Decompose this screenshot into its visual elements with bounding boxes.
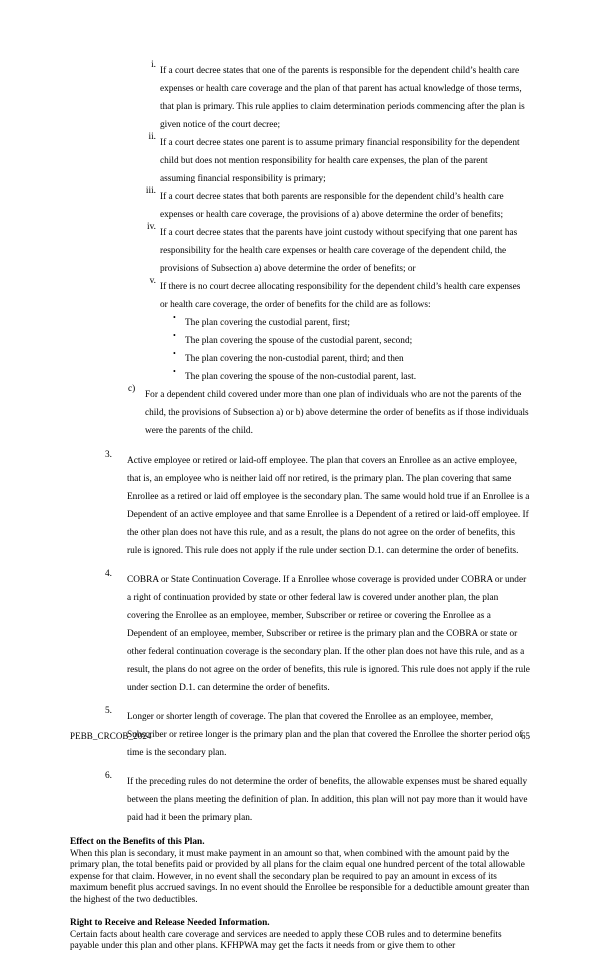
section-body: When this plan is secondary, it must make payment in an amount so that, when combined with the amount paid by the primary plan, the total benefits paid or provided by all plans for the claim equal one hundred percent of the total allowable expense for that claim. However, in no event shall the secondary plan be required to pay an amount in excess of its maximum benefit plus accrued savings. In no event should the Enrollee be responsible for a deductible amount greater than the highest of the two deductibles. [70, 848, 530, 905]
list-item [145, 186, 525, 222]
list-item [105, 771, 530, 825]
list-marker: i. [151, 60, 156, 70]
list-item [151, 60, 525, 132]
list-item [173, 312, 525, 330]
bullet-icon: • [173, 313, 176, 322]
list-item-text: COBRA or State Continuation Coverage. If a Enrollee whose coverage is provided under COBRA or under a right of continuation provided by state or other federal law is covered under another plan, the plan covering the Enrollee as an employee, member, Subscriber or retiree or covering the Enrollee as a Dependent of an employee, member, Subscriber or retiree is the primary plan and the COBRA or state or other federal continuation coverage is the secondary plan. If the other plan does not have this rule, and as a result, the plans do not agree on the order of benefits, this rule is ignored. This rule does not apply if the rule under section D.1. can determine the order of benefits. [127, 575, 530, 693]
list-item [147, 222, 525, 276]
list-item [149, 276, 525, 312]
section-effect-on-benefits [70, 837, 530, 906]
list-item-text: The plan covering the spouse of the custodial parent, second; [185, 336, 413, 346]
bullet-icon: • [173, 349, 176, 358]
list-marker: v. [149, 276, 156, 286]
list-marker: 6. [105, 771, 112, 781]
list-marker: 3. [105, 450, 112, 460]
spacer [70, 825, 530, 837]
list-marker: iv. [147, 222, 156, 232]
list-marker: c) [128, 384, 136, 394]
list-marker: iii. [145, 186, 156, 196]
list-item-text: The plan covering the custodial parent, first; [185, 318, 350, 328]
list-item [105, 450, 530, 558]
spacer [70, 906, 530, 918]
list-item [173, 330, 525, 348]
list-item-text: Active employee or retired or laid-off employee. The plan that covers an Enrollee as an active employee, that is, an employee who is neither laid off nor retired, is the primary plan. The plan covering that same Enrollee as a retired or laid off employee is the secondary plan. The same would hold true if an Enrollee is a Dependent of an active employee and that same Enrollee is a Dependent of a retired or laid-off employee. If the other plan does not have this rule, and as a result, the plans do not agree on the order of benefits, this rule is ignored. This rule does not apply if the rule under section D.1. can determine the order of benefits. [127, 456, 530, 556]
list-item [173, 366, 525, 384]
list-item [173, 348, 525, 366]
spacer [70, 438, 530, 450]
spacer [70, 558, 530, 569]
section-heading: Right to Receive and Release Needed Information. [70, 918, 270, 929]
list-item-c [128, 384, 530, 438]
list-item-text: If there is no court decree allocating responsibility for the dependent child’s health care expenses or health care coverage, the order of benefits for the child are as follows: [160, 282, 521, 310]
spacer [70, 695, 530, 706]
list-item-text: The plan covering the spouse of the non-custodial parent, last. [185, 372, 417, 382]
list-item [105, 569, 530, 695]
spacer [70, 760, 530, 771]
list-item [148, 132, 525, 186]
footer-page-number: 65 [521, 731, 530, 741]
list-marker: 4. [105, 569, 112, 579]
page-content [70, 60, 530, 953]
list-marker: 5. [105, 706, 112, 716]
section-body: Certain facts about health care coverage and services are needed to apply these COB rules and to determine benefits payable under this plan and other plans. KFHPWA may get the facts it needs from or give them to other [70, 929, 502, 952]
list-item-text: If a court decree states that both parents are responsible for the dependent child’s health care expenses or health care coverage, the provisions of a) above determine the order of benefits; [160, 192, 504, 220]
section-right-to-receive [70, 918, 530, 953]
list-item-text: Longer or shorter length of coverage. The plan that covered the Enrollee as an employee, member, Subscriber or retiree longer is the primary plan and the plan that covered the Enrollee the shorter period of time is the secondary plan. [127, 712, 523, 758]
list-marker: ii. [148, 132, 156, 142]
numbered-rules-list [70, 450, 530, 825]
list-item-text: If a court decree states that one of the parents is responsible for the dependent child’s health care expenses or health care coverage and the plan of that parent has actual knowledge of those terms, that plan is primary. This rule applies to claim determination periods commencing after the plan is given notice of the court decree; [160, 66, 525, 130]
bullet-list [70, 312, 530, 384]
list-item-text: For a dependent child covered under more than one plan of individuals who are not the parents of the child, the provisions of Subsection a) or b) above determine the order of benefits as if those individuals were the parents of the child. [145, 390, 529, 436]
bullet-icon: • [173, 367, 176, 376]
footer-document-id: PEBB_CRCOB_2024 [70, 731, 152, 741]
list-item-text: The plan covering the non-custodial parent, third; and then [185, 354, 404, 364]
list-item-text: If a court decree states one parent is to assume primary financial responsibility for the dependent child but does not mention responsibility for health care expenses, the plan of the parent assuming financial responsibility is primary; [160, 138, 520, 184]
bullet-icon: • [173, 331, 176, 340]
page-footer [70, 730, 530, 742]
roman-numeral-list [70, 60, 530, 312]
section-heading: Effect on the Benefits of this Plan. [70, 837, 205, 847]
list-item-text: If a court decree states that the parents have joint custody without specifying that one parent has responsibility for the health care expenses or health care coverage of the dependent child, the provisions of Subsection a) above determine the order of benefits; or [160, 228, 518, 274]
list-item-text: If the preceding rules do not determine the order of benefits, the allowable expenses must be shared equally between the plans meeting the definition of plan. In addition, this plan will not pay more than it would have paid had it been the primary plan. [127, 777, 528, 823]
